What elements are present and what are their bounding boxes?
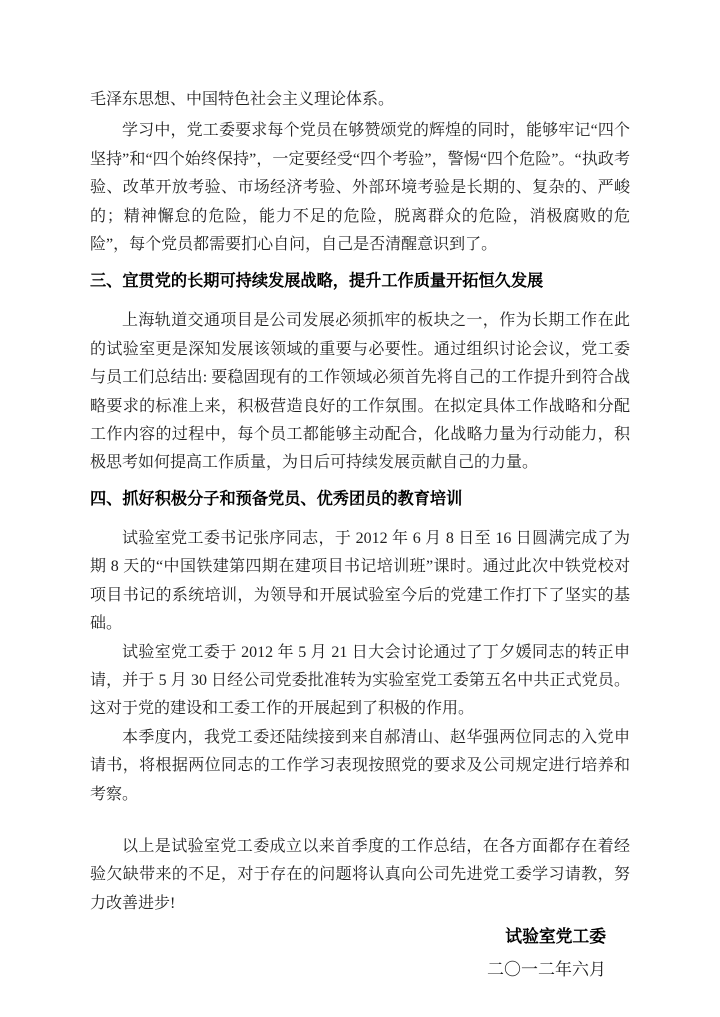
paragraph-continuation: 毛泽东思想、中国特色社会主义理论体系。 (90, 91, 395, 108)
signature-block (90, 920, 630, 987)
paragraph-closing-summary: 以上是试验室党工委成立以来首季度的工作总结，在各方面都存在着经验欠缺带来的不足，对于存在的问题将认真向公司先进党工委学习请教，努力改善进步! (90, 837, 630, 912)
section-heading-four: 四、抓好积极分子和预备党员、优秀团员的教育培训 (90, 489, 463, 508)
signature-committee-name: 试验室党工委 (505, 927, 606, 947)
paragraph-secretary-training: 试验室党工委书记张序同志，于 2012 年 6 月 8 日至 16 日圆满完成了为期 8 天的“中国铁建第四期在建项目书记培训班”课时。通过此次中铁党校对项目书记的系统培训，为领导和开展试验室今后的党建工作打下了坚实的基础。 (90, 529, 630, 633)
signature-date: 二〇一二年六月 (487, 960, 606, 980)
paragraph-member-transfer: 试验室党工委于 2012 年 5 月 21 日大会讨论通过了丁夕媛同志的转正申请，并于 5 月 30 日经公司党委批准转为实验室党工委第五名中共正式党员。这对于党的建设和工委工作的开展起到了积极的作用。 (90, 643, 630, 718)
document-content (90, 86, 630, 987)
paragraph-section3-body: 上海轨道交通项目是公司发展必须抓牢的板块之一，作为长期工作在此的试验室更是深知发展该领域的重要与必要性。通过组织讨论会议，党工委与员工们总结出: 要稳固现有的工作领域必须首先将自己的工作提升到符合战略要求的标准上来，积极营造良好的工作氛围。在拟定具体工作战略和分配工作内容的过程中，每个员工都能够主动配合，化战略力量为行动能力，积极思考如何提高工作质量，为日后可持续发展贡献自己的力量。 (90, 312, 630, 472)
paragraph-party-applications: 本季度内，我党工委还陆续接到来自郝清山、赵华强两位同志的入党申请书，将根据两位同志的工作学习表现按照党的要求及公司规定进行培养和考察。 (90, 728, 630, 803)
section-heading-three: 三、宜贯党的长期可持续发展战略，提升工作质量开拓恒久发展 (90, 272, 544, 291)
paragraph-study-requirements: 学习中，党工委要求每个党员在够赞颂党的辉煌的同时，能够牢记“四个坚持”和“四个始终保持”，一定要经受“四个考验”，警惕“四个危险”。“执政考验、改革开放考验、市场经济考验、外部环境考验是长期的、复杂的、严峻的；精神懈怠的危险，能力不足的危险，脱离群众的危险，消极腐败的危险”，每个党员都需要扪心自问，自己是否清醒意识到了。 (90, 122, 630, 254)
